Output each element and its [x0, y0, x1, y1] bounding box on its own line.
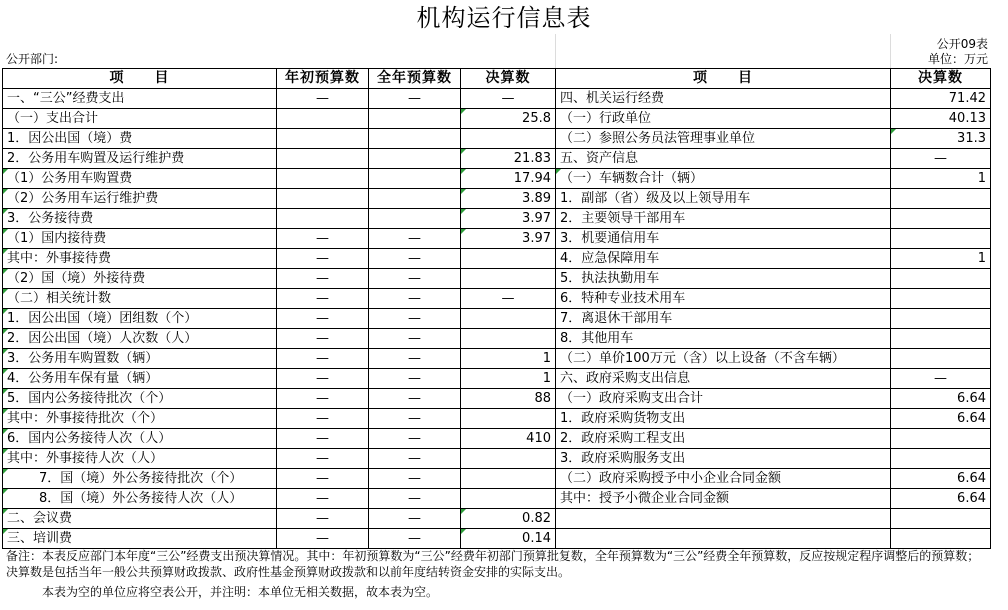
full-budget-cell[interactable]: — — [369, 509, 461, 529]
initial-budget-cell[interactable]: — — [277, 269, 369, 289]
left-item-cell[interactable]: 1．因公出国（境）费 — [3, 129, 277, 149]
right-item-cell[interactable]: 2．政府采购工程支出 — [556, 429, 891, 449]
grid-line — [890, 34, 891, 68]
full-budget-cell[interactable]: — — [369, 229, 461, 249]
left-item-cell[interactable]: 3．公务用车购置数（辆） — [3, 349, 277, 369]
right-final-cell[interactable] — [891, 449, 991, 469]
right-final-cell[interactable]: — — [891, 149, 991, 169]
right-final-cell[interactable] — [891, 269, 991, 289]
full-budget-cell[interactable] — [369, 209, 461, 229]
table-row — [3, 329, 991, 349]
right-final-cell[interactable]: 31.3 — [891, 129, 991, 149]
initial-budget-cell[interactable]: — — [277, 469, 369, 489]
header-item[interactable]: 项 目 — [3, 69, 277, 89]
full-budget-cell[interactable]: — — [369, 349, 461, 369]
left-item-cell[interactable]: 其中：外事接待费 — [3, 249, 277, 269]
left-item-cell[interactable]: （2）国（境）外接待费 — [3, 269, 277, 289]
grid-line — [555, 34, 556, 68]
final-cell[interactable]: 0.14 — [461, 529, 556, 549]
left-item-cell[interactable]: （一）支出合计 — [3, 109, 277, 129]
right-item-cell[interactable]: 8．其他用车 — [556, 329, 891, 349]
final-cell[interactable]: — — [461, 289, 556, 309]
right-item-cell[interactable]: 5．执法执勤用车 — [556, 269, 891, 289]
right-final-cell[interactable] — [891, 189, 991, 209]
final-cell[interactable] — [461, 489, 556, 509]
initial-budget-cell[interactable]: — — [277, 249, 369, 269]
full-budget-cell[interactable] — [369, 149, 461, 169]
header-initial-budget[interactable]: 年初预算数 — [277, 69, 369, 89]
page-title: 机构运行信息表 — [416, 4, 592, 32]
final-cell[interactable] — [461, 469, 556, 489]
initial-budget-cell[interactable]: — — [277, 489, 369, 509]
table-row — [3, 309, 991, 329]
final-cell[interactable]: 25.8 — [461, 109, 556, 129]
header-right-item[interactable]: 项 目 — [556, 69, 891, 89]
final-cell[interactable]: 1 — [461, 369, 556, 389]
table-row — [3, 429, 991, 449]
final-cell[interactable] — [461, 129, 556, 149]
table-row — [3, 89, 991, 109]
left-item-cell[interactable]: 2．公务用车购置及运行维护费 — [3, 149, 277, 169]
right-item-cell[interactable]: 其中：授予小微企业合同金额 — [556, 489, 891, 509]
final-cell[interactable]: 3.89 — [461, 189, 556, 209]
initial-budget-cell[interactable]: — — [277, 309, 369, 329]
table-row — [3, 169, 991, 189]
full-budget-cell[interactable] — [369, 189, 461, 209]
right-item-cell[interactable]: 1．政府采购货物支出 — [556, 409, 891, 429]
initial-budget-cell[interactable]: — — [277, 529, 369, 549]
left-item-cell[interactable]: 3．公务接待费 — [3, 209, 277, 229]
initial-budget-cell[interactable] — [277, 129, 369, 149]
table-row — [3, 449, 991, 469]
right-item-cell[interactable]: 六、政府采购支出信息 — [556, 369, 891, 389]
final-cell[interactable]: 17.94 — [461, 169, 556, 189]
table-row — [3, 369, 991, 389]
right-final-cell[interactable]: 71.42 — [891, 89, 991, 109]
left-item-cell[interactable]: （1）公务用车购置费 — [3, 169, 277, 189]
initial-budget-cell[interactable] — [277, 109, 369, 129]
right-final-cell[interactable]: 1 — [891, 169, 991, 189]
table-row — [3, 149, 991, 169]
final-cell[interactable] — [461, 269, 556, 289]
full-budget-cell[interactable] — [369, 169, 461, 189]
right-item-cell[interactable]: 3．政府采购服务支出 — [556, 449, 891, 469]
right-final-cell[interactable] — [891, 509, 991, 529]
table-row — [3, 129, 991, 149]
left-item-cell[interactable]: （二）相关统计数 — [3, 289, 277, 309]
right-item-cell[interactable]: 4．应急保障用车 — [556, 249, 891, 269]
final-cell[interactable] — [461, 309, 556, 329]
header-final-accounts[interactable]: 决算数 — [461, 69, 556, 89]
full-budget-cell[interactable]: — — [369, 489, 461, 509]
initial-budget-cell[interactable] — [277, 189, 369, 209]
final-cell[interactable]: 0.82 — [461, 509, 556, 529]
left-item-cell[interactable]: （1）国内接待费 — [3, 229, 277, 249]
initial-budget-cell[interactable] — [277, 149, 369, 169]
initial-budget-cell[interactable]: — — [277, 389, 369, 409]
form-number: 公开09表 — [936, 37, 988, 51]
right-item-cell[interactable]: （一）车辆数合计（辆） — [556, 169, 891, 189]
final-cell[interactable]: 3.97 — [461, 209, 556, 229]
full-budget-cell[interactable]: — — [369, 289, 461, 309]
right-item-cell[interactable]: 3．机要通信用车 — [556, 229, 891, 249]
table-note-secondary: 本表为空的单位应将空表公开，并注明：本单位无相关数据，故本表为空。 — [42, 585, 439, 599]
table-row — [3, 109, 991, 129]
full-budget-cell[interactable]: — — [369, 309, 461, 329]
left-item-cell[interactable]: 二、会议费 — [3, 509, 277, 529]
table-row — [3, 289, 991, 309]
right-final-cell[interactable]: 6.64 — [891, 489, 991, 509]
table-row — [3, 509, 991, 529]
final-cell[interactable]: 21.83 — [461, 149, 556, 169]
final-cell[interactable] — [461, 249, 556, 269]
table-row — [3, 269, 991, 289]
left-item-cell[interactable]: 7．国（境）外公务接待批次（个） — [3, 469, 277, 489]
left-item-cell[interactable]: 其中：外事接待批次（个） — [3, 409, 277, 429]
full-budget-cell[interactable]: — — [369, 389, 461, 409]
full-budget-cell[interactable]: — — [369, 89, 461, 109]
table-row — [3, 489, 991, 509]
initial-budget-cell[interactable]: — — [277, 229, 369, 249]
left-item-cell[interactable]: 5．国内公务接待批次（个） — [3, 389, 277, 409]
right-final-cell[interactable]: — — [891, 369, 991, 389]
right-final-cell[interactable] — [891, 329, 991, 349]
left-item-cell[interactable]: 其中：外事接待人次（人） — [3, 449, 277, 469]
left-item-cell[interactable]: 1．因公出国（境）团组数（个） — [3, 309, 277, 329]
full-budget-cell[interactable]: — — [369, 469, 461, 489]
right-final-cell[interactable] — [891, 529, 991, 549]
full-budget-cell[interactable]: — — [369, 529, 461, 549]
right-item-cell[interactable]: （一）行政单位 — [556, 109, 891, 129]
full-budget-cell[interactable]: — — [369, 249, 461, 269]
table-note: 备注：本表反应部门本年度“三公”经费支出预决算情况。其中：年初预算数为“三公”经费年初部门预算批复数，全年预算数为“三公”经费全年预算数，反应按规定程序调整后的预算数；决算数是包括当年一般公共预算财政拨款、政府性基金预算财政拨款和以前年度结转资金安排的实际支出。 — [6, 549, 980, 579]
table-row — [3, 349, 991, 369]
final-cell[interactable] — [461, 409, 556, 429]
department-label: 公开部门: — [6, 52, 59, 66]
left-item-cell[interactable]: 一、“三公”经费支出 — [3, 89, 277, 109]
table-row — [3, 229, 991, 249]
right-item-cell[interactable]: （二）政府采购授予中小企业合同金额 — [556, 469, 891, 489]
final-cell[interactable] — [461, 449, 556, 469]
left-item-cell[interactable]: 4．公务用车保有量（辆） — [3, 369, 277, 389]
final-cell[interactable]: 1 — [461, 349, 556, 369]
header-row — [3, 69, 991, 89]
right-item-cell[interactable]: 五、资产信息 — [556, 149, 891, 169]
report-table — [2, 68, 991, 549]
final-cell[interactable]: 410 — [461, 429, 556, 449]
initial-budget-cell[interactable]: — — [277, 409, 369, 429]
right-item-cell[interactable] — [556, 529, 891, 549]
full-budget-cell[interactable]: — — [369, 449, 461, 469]
final-cell[interactable]: 88 — [461, 389, 556, 409]
right-item-cell[interactable]: 2．主要领导干部用车 — [556, 209, 891, 229]
initial-budget-cell[interactable]: — — [277, 89, 369, 109]
unit-label: 单位：万元 — [927, 52, 988, 66]
initial-budget-cell[interactable] — [277, 209, 369, 229]
right-final-cell[interactable]: 6.64 — [891, 469, 991, 489]
initial-budget-cell[interactable]: — — [277, 289, 369, 309]
full-budget-cell[interactable]: — — [369, 409, 461, 429]
left-item-cell[interactable]: 三、培训费 — [3, 529, 277, 549]
table-row — [3, 389, 991, 409]
full-budget-cell[interactable]: — — [369, 269, 461, 289]
right-final-cell[interactable] — [891, 309, 991, 329]
right-item-cell[interactable]: 四、机关运行经费 — [556, 89, 891, 109]
initial-budget-cell[interactable]: — — [277, 449, 369, 469]
initial-budget-cell[interactable]: — — [277, 369, 369, 389]
full-budget-cell[interactable]: — — [369, 329, 461, 349]
initial-budget-cell[interactable]: — — [277, 329, 369, 349]
right-final-cell[interactable]: 6.64 — [891, 389, 991, 409]
table-row — [3, 189, 991, 209]
initial-budget-cell[interactable]: — — [277, 429, 369, 449]
full-budget-cell[interactable] — [369, 129, 461, 149]
left-item-cell[interactable]: （2）公务用车运行维护费 — [3, 189, 277, 209]
right-item-cell[interactable]: 6．特种专业技术用车 — [556, 289, 891, 309]
table-row — [3, 409, 991, 429]
final-cell[interactable] — [461, 329, 556, 349]
right-final-cell[interactable] — [891, 289, 991, 309]
right-final-cell[interactable] — [891, 229, 991, 249]
table-row — [3, 209, 991, 229]
header-right-final[interactable]: 决算数 — [891, 69, 991, 89]
right-item-cell[interactable]: （二）单价100万元（含）以上设备（不含车辆） — [556, 349, 891, 369]
right-final-cell[interactable] — [891, 349, 991, 369]
initial-budget-cell[interactable]: — — [277, 349, 369, 369]
right-final-cell[interactable] — [891, 429, 991, 449]
table-row — [3, 249, 991, 269]
full-budget-cell[interactable] — [369, 109, 461, 129]
full-budget-cell[interactable]: — — [369, 369, 461, 389]
left-item-cell[interactable]: 6．国内公务接待人次（人） — [3, 429, 277, 449]
right-final-cell[interactable]: 6.64 — [891, 409, 991, 429]
right-final-cell[interactable]: 40.13 — [891, 109, 991, 129]
final-cell[interactable]: — — [461, 89, 556, 109]
full-budget-cell[interactable]: — — [369, 429, 461, 449]
left-item-cell[interactable]: 2．因公出国（境）人次数（人） — [3, 329, 277, 349]
right-item-cell[interactable]: 1．副部（省）级及以上领导用车 — [556, 189, 891, 209]
right-item-cell[interactable]: （一）政府采购支出合计 — [556, 389, 891, 409]
initial-budget-cell[interactable] — [277, 169, 369, 189]
initial-budget-cell[interactable]: — — [277, 509, 369, 529]
right-final-cell[interactable] — [891, 209, 991, 229]
left-item-cell[interactable]: 8．国（境）外公务接待人次（人） — [3, 489, 277, 509]
final-cell[interactable]: 3.97 — [461, 229, 556, 249]
header-full-year-budget[interactable]: 全年预算数 — [369, 69, 461, 89]
right-item-cell[interactable]: （二）参照公务员法管理事业单位 — [556, 129, 891, 149]
right-item-cell[interactable] — [556, 509, 891, 529]
right-final-cell[interactable]: 1 — [891, 249, 991, 269]
table-row — [3, 469, 991, 489]
table-row — [3, 529, 991, 549]
right-item-cell[interactable]: 7．离退休干部用车 — [556, 309, 891, 329]
